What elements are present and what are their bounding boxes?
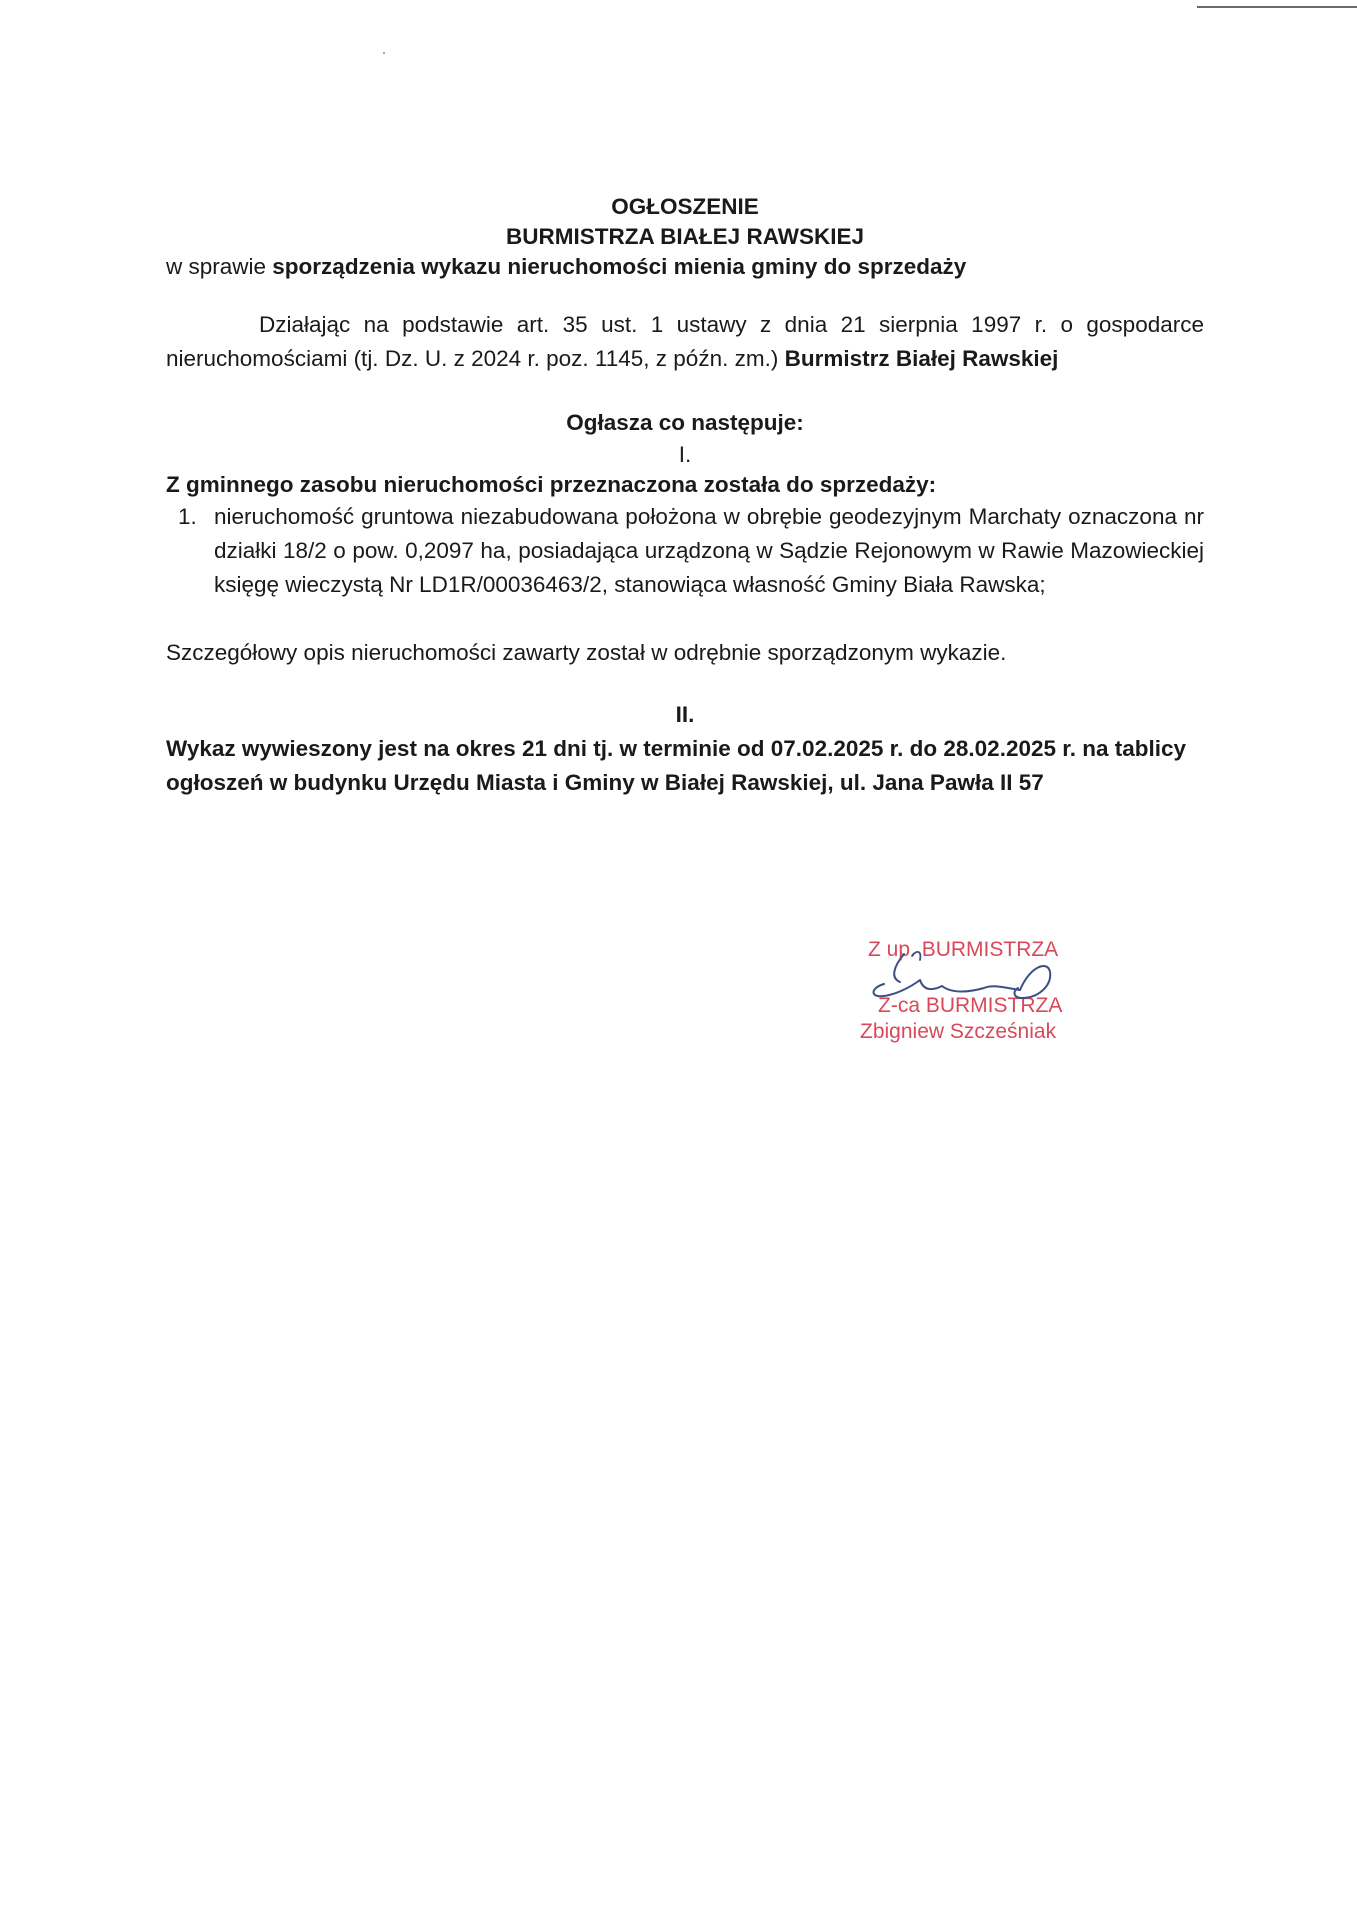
section1-numeral: I. [678,442,692,467]
stamp-line-1: Z up. BURMISTRZA [868,938,1059,961]
signature-stamp [860,936,1100,1056]
document-authority: BURMISTRZA BIAŁEJ RAWSKIEJ [506,224,864,249]
subject-prefix: w sprawie [166,254,273,279]
handwritten-signature [860,936,1100,1026]
scan-edge-line [1197,6,1357,8]
section2-text: Wykaz wywieszony jest na okres 21 dni tj. w terminie od 07.02.2025 r. do 28.02.2025 r. na tablicy ogłoszeń w budynku Urzędu Miasta i Gminy w Białej Rawskiej, ul. Jana Pawła II 57 [166,736,1187,795]
intro-paragraph [166,308,1204,376]
details-note: Szczegółowy opis nieruchomości zawarty został w odrębnie sporządzonym wykazie. [166,640,1007,665]
list-item-text: nieruchomość gruntowa niezabudowana położona w obrębie geodezyjnym Marchaty oznaczona nr działki 18/2 o pow. 0,2097 ha, posiadająca urządzoną w Sądzie Rejonowym w Rawie Mazowieckiej księgę wieczystą Nr LD1R/00036463/2, stanowiąca własność Gminy Biała Rawska; [214,504,1204,597]
document-title: OGŁOSZENIE [611,194,759,219]
intro-bold: Burmistrz Białej Rawskiej [784,346,1059,371]
scan-speck [383,52,385,54]
announce-heading: Ogłasza co następuje: [566,410,804,435]
document-subject [166,252,1204,282]
list-item [166,500,1204,602]
section2-numeral: II. [675,702,695,727]
subject-bold: sporządzenia wykazu nieruchomości mienia gminy do sprzedaży [272,254,967,279]
intro-text: Działając na podstawie art. 35 ust. 1 ustawy z dnia 21 sierpnia 1997 r. o gospodarce nieruchomościami (tj. Dz. U. z 2024 r. poz. 1145, z późn. zm.) [166,312,1204,371]
stamp-line-3: Zbigniew Szcześniak [860,1020,1057,1043]
document-body [166,192,1204,800]
stamp-line-2: Z-ca BURMISTRZA [878,994,1063,1017]
list-item-number: 1. [178,504,197,529]
section1-heading: Z gminnego zasobu nieruchomości przeznaczona została do sprzedaży: [166,472,937,497]
